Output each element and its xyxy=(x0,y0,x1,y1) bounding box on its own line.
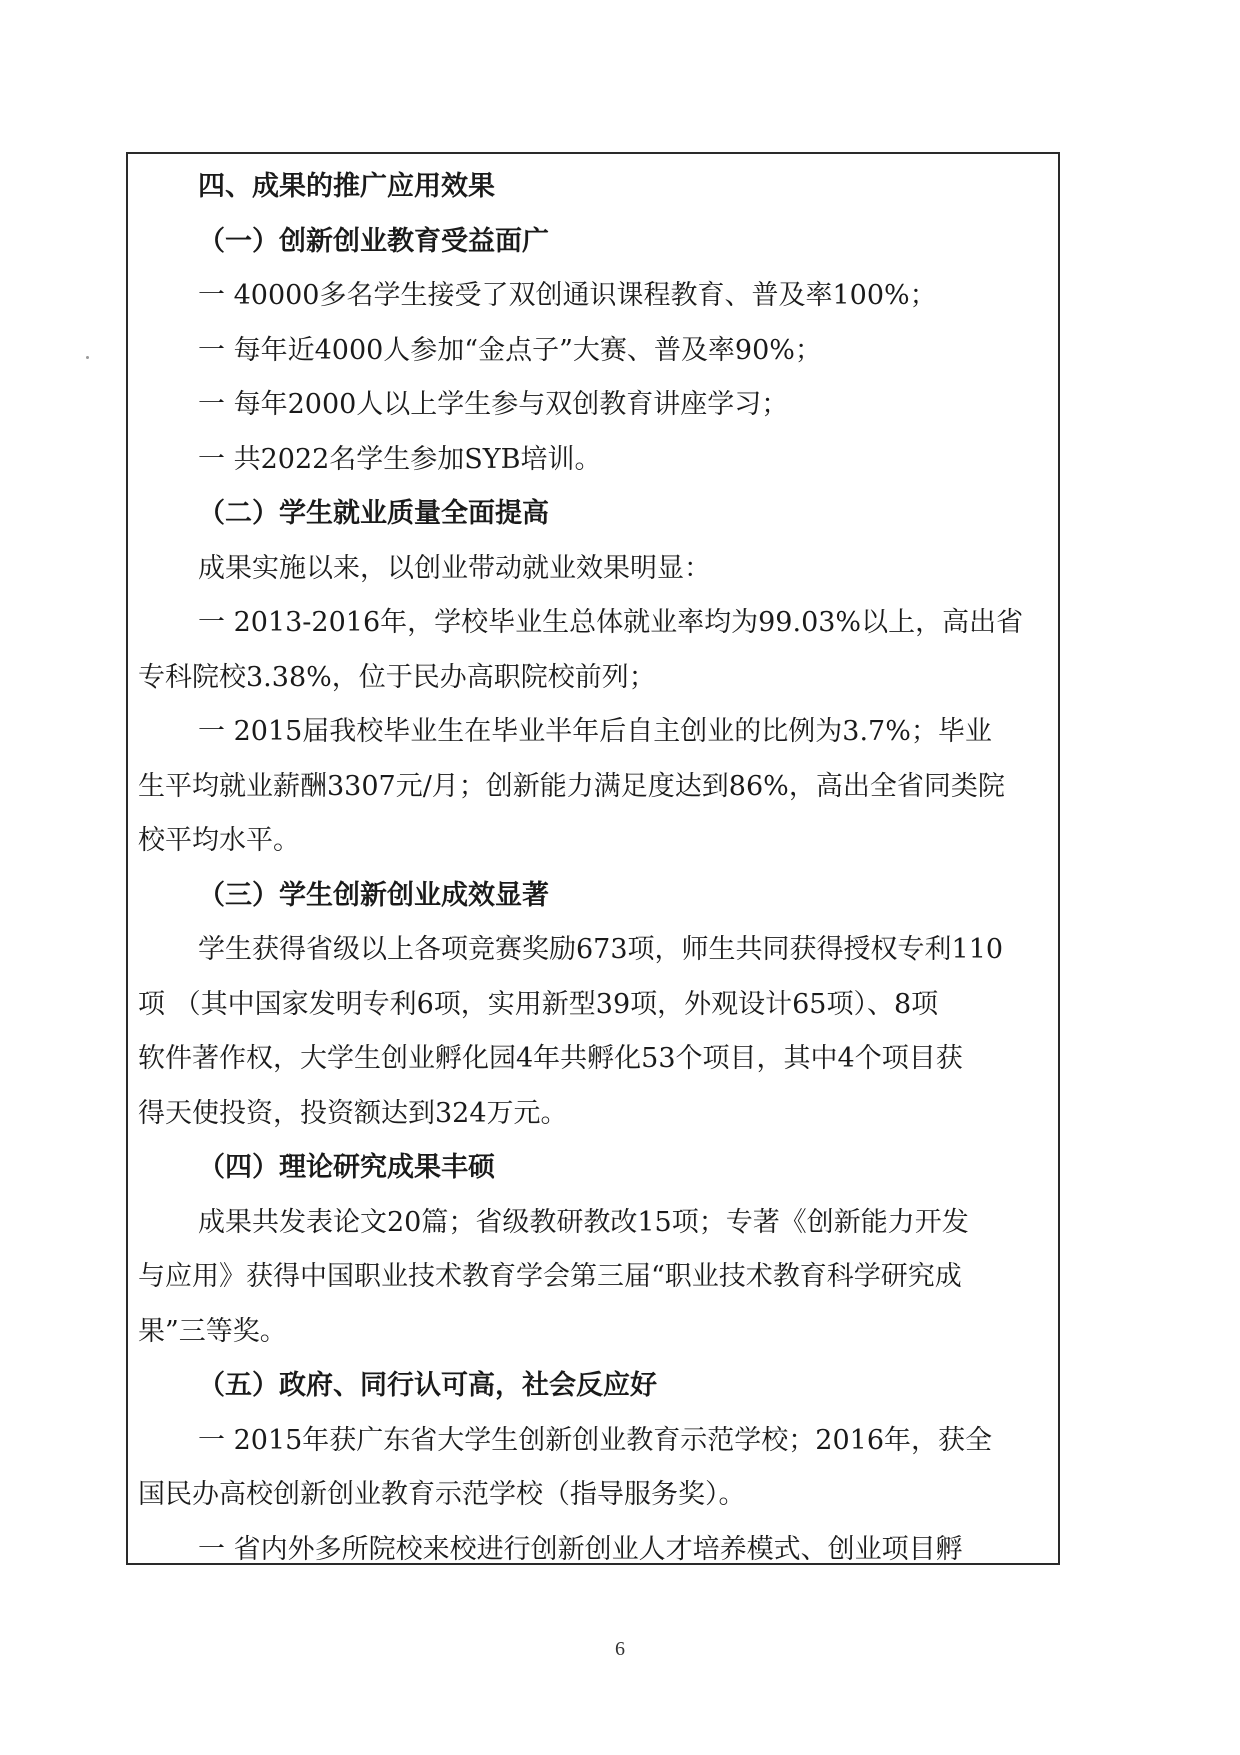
paragraph-line: 专科院校3.38%，位于民办高职院校前列； xyxy=(138,661,656,693)
bullet-line: 一 2013-2016年，学校毕业生总体就业率均为99.03%以上，高出省 xyxy=(198,607,1024,638)
subsection-heading: （三）学生创新创业成效显著 xyxy=(198,879,549,911)
paragraph-line: 果”三等奖。 xyxy=(138,1315,287,1347)
subsection-heading: （二）学生就业质量全面提高 xyxy=(198,498,549,529)
paragraph-line: 成果共发表论文20篇；省级教研教改15项；专著《创新能力开发 xyxy=(198,1206,969,1238)
subsection-heading: （一）创新创业教育受益面广 xyxy=(198,225,549,257)
bullet-line: 一 共2022名学生参加SYB培训。 xyxy=(198,443,602,475)
scan-speck xyxy=(86,356,89,359)
bullet-line: 一 每年2000人以上学生参与双创教育讲座学习； xyxy=(198,389,789,420)
document-body xyxy=(138,160,1050,1577)
subsection-heading: （四）理论研究成果丰硕 xyxy=(198,1152,495,1183)
paragraph-line: 校平均水平。 xyxy=(138,825,300,856)
paragraph-line: 得天使投资，投资额达到324万元。 xyxy=(138,1097,568,1129)
section-heading: 四、成果的推广应用效果 xyxy=(198,171,495,202)
bullet-line: 一 2015年获广东省大学生创新创业教育示范学校；2016年，获全 xyxy=(198,1424,993,1456)
paragraph-line: 生平均就业薪酬3307元/月；创新能力满足度达到86%，高出全省同类院 xyxy=(138,770,1005,802)
paragraph-line: 国民办高校创新创业教育示范学校（指导服务奖）。 xyxy=(138,1479,746,1510)
bullet-line: 一 2015届我校毕业生在毕业半年后自主创业的比例为3.7%；毕业 xyxy=(198,716,992,747)
paragraph-line: 项 （其中国家发明专利6项，实用新型39项，外观设计65项）、8项 xyxy=(138,988,939,1020)
page-number: 6 xyxy=(615,1638,625,1660)
paragraph-line: 成果实施以来，以创业带动就业效果明显： xyxy=(198,552,711,584)
paragraph-line: 与应用》获得中国职业技术教育学会第三届“职业技术教育科学研究成 xyxy=(138,1261,962,1292)
bullet-line: 一 省内外多所院校来校进行创新创业人才培养模式、创业项目孵 xyxy=(198,1533,963,1565)
subsection-heading: （五）政府、同行认可高，社会反应好 xyxy=(198,1370,657,1401)
paragraph-line: 学生获得省级以上各项竞赛奖励673项，师生共同获得授权专利110 xyxy=(198,934,1004,965)
paragraph-line: 软件著作权，大学生创业孵化园4年共孵化53个项目，其中4个项目获 xyxy=(138,1043,963,1074)
bullet-line: 一 40000多名学生接受了双创通识课程教育、普及率100%； xyxy=(198,280,937,311)
bullet-line: 一 每年近4000人参加“金点子”大赛、普及率90%； xyxy=(198,334,822,366)
